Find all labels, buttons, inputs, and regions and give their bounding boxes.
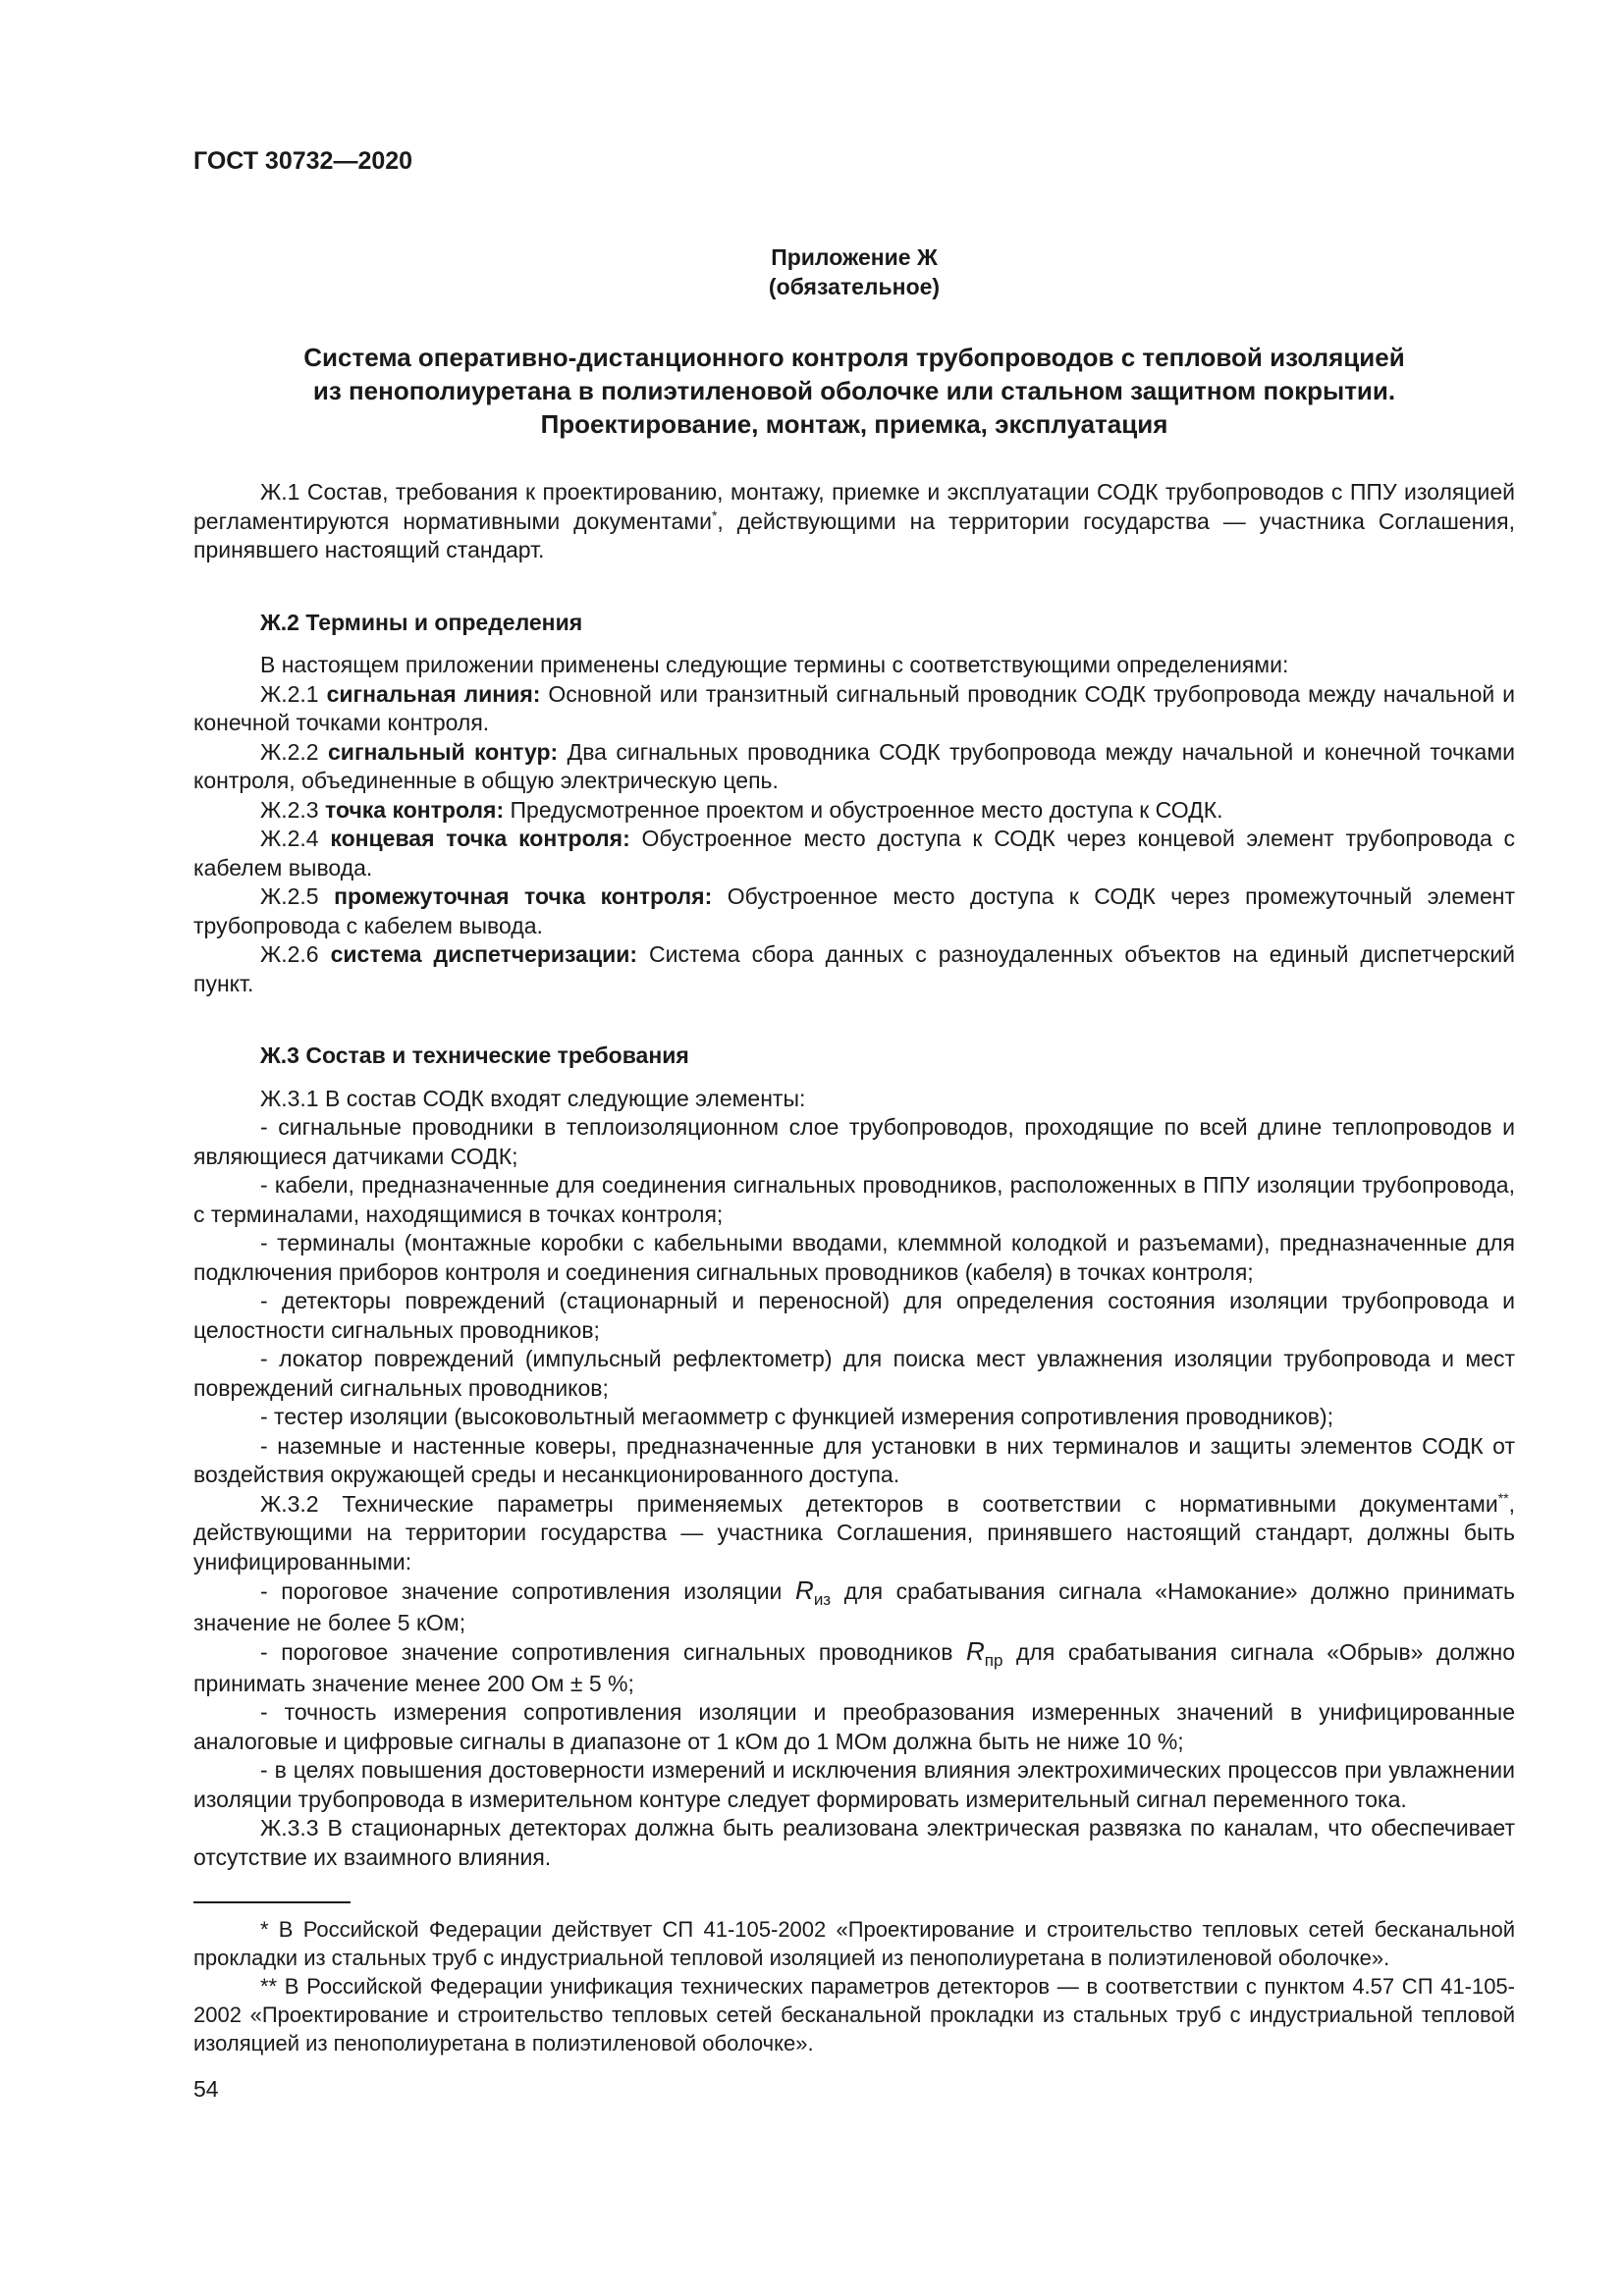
annex-title-line: из пенополиуретана в полиэтиленовой оболочке или стальном защитном покрытии.: [312, 376, 1396, 405]
footnote: ** В Российской Федерации унификация технических параметров детекторов — в соответствии с пунктом 4.57 СП 41-105-2002 «Проектирование и строительство тепловых сетей бесканальной прокладки из стальных труб с индустриальной тепловой изоляцией из пенополиуретана в полиэтиленовой оболочке».: [193, 1974, 1515, 2056]
composition-item: - кабели, предназначенные для соединения сигнальных проводников, расположенных в ППУ изоляции трубопровода, с терминалами, находящимися в точках контроля;: [193, 1172, 1515, 1227]
parameter-item: - точность измерения сопротивления изоляции и преобразования измеренных значений в унифицированные аналоговые и цифровые сигналы в диапазоне от 1 кОм до 1 МОм должна быть не ниже 10 %;: [193, 1699, 1515, 1754]
term-item: Ж.2.3 точка контроля: Предусмотренное проектом и обустроенное место доступа к СОДК.: [260, 796, 1223, 823]
footnote-ref: *: [711, 507, 718, 523]
composition-item: - локатор повреждений (импульсный рефлектометр) для поиска мест увлажнения изоляции трубопровода и мест повреждений сигнальных проводников;: [193, 1346, 1515, 1401]
document-page: [193, 147, 1515, 2105]
composition-item: - тестер изоляции (высоковольтный мегаомметр с функцией измерения сопротивления проводников);: [260, 1404, 1334, 1429]
term-item: Ж.2.1 сигнальная линия: Основной или транзитный сигнальный проводник СОДК трубопровода между начальной и конечной точками контроля.: [193, 680, 1516, 735]
document-id: ГОСТ 30732—2020: [193, 147, 413, 175]
terms-section: [193, 609, 1515, 999]
page-number: 54: [193, 2076, 219, 2102]
composition-item: - терминалы (монтажные коробки с кабельными вводами, клеммной колодкой и разъемами), предназначенные для подключения приборов контроля и соединения сигнальных проводников (кабеля) в точках контроля;: [193, 1230, 1515, 1285]
footnote-ref: **: [1497, 1489, 1509, 1506]
footnote-divider: [193, 1901, 351, 1903]
section-heading: Ж.2 Термины и определения: [260, 609, 583, 635]
annex-label: Приложение Ж: [771, 244, 938, 270]
terms-lead: В настоящем приложении применены следующие термины с соответствующими определениями:: [260, 652, 1289, 677]
parameter-item: - в целях повышения достоверности измерений и исключения влияния электрохимических процессов при увлажнении изоляции трубопровода в измерительном контуре следует формировать измерительный сигнал переменного тока.: [193, 1757, 1515, 1812]
annex-header: [193, 242, 1515, 301]
annex-title: [193, 341, 1515, 441]
composition-item: - наземные и настенные коверы, предназначенные для установки в них терминалов и защиты элементов СОДК от воздействия окружающей среды и несанкционированного доступа.: [193, 1432, 1515, 1487]
annex-title-line: Проектирование, монтаж, приемка, эксплуатация: [540, 409, 1168, 439]
term-item: Ж.2.2 сигнальный контур: Два сигнальных проводника СОДК трубопровода между начальной и конечной точками контроля, объединенные в общую электрическую цепь.: [193, 738, 1516, 793]
parameter-item: - пороговое значение сопротивления сигнальных проводников $R_{пр}$ для срабатывания сигнала «Обрыв» должно принимать значение менее 200 Ом ± 5 %;: [193, 1636, 1515, 1696]
composition-item: - детекторы повреждений (стационарный и переносной) для определения состояния изоляции трубопровода и целостности сигнальных проводников;: [193, 1288, 1515, 1343]
composition-item: - сигнальные проводники в теплоизоляционном слое трубопроводов, проходящие по всей длине теплопроводов и являющиеся датчиками СОДК;: [193, 1114, 1515, 1169]
term-item: Ж.2.4 концевая точка контроля: Обустроенное место доступа к СОДК через концевой элемент трубопровода с кабелем вывода.: [193, 826, 1516, 881]
composition-section: [193, 1041, 1515, 1872]
footnote: * В Российской Федерации действует СП 41-105-2002 «Проектирование и строительство тепловых сетей бесканальной прокладки из стальных труб с индустриальной тепловой изоляцией из пенополиуретана в полиэтиленовой оболочке».: [193, 1917, 1515, 1970]
term-item: Ж.2.5 промежуточная точка контроля: Обустроенное место доступа к СОДК через промежуточный элемент трубопровода с кабелем вывода.: [193, 883, 1516, 938]
parameter-item: - пороговое значение сопротивления изоляции $R_{из}$ для срабатывания сигнала «Намокание» должно принимать значение не более 5 кОм;: [193, 1575, 1515, 1635]
isolation-paragraph: Ж.3.3 В стационарных детекторах должна быть реализована электрическая развязка по каналам, что обеспечивает отсутствие их взаимного влияния.: [193, 1815, 1515, 1870]
document-body: [193, 478, 1515, 2105]
annex-status: (обязательное): [768, 274, 941, 299]
detector-parameters-paragraph: Ж.3.2 Технические параметры применяемых детекторов в соответствии с нормативными документами**, действующими на территории государства — участника Соглашения, принявшего настоящий стандарт, должны быть унифицированными:: [193, 1489, 1515, 1575]
intro-paragraph: Ж.1 Состав, требования к проектированию, монтажу, приемке и эксплуатации СОДК трубопроводов с ППУ изоляцией регламентируются нормативными документами*, действующими на территории государства — участника Соглашения, принявшего настоящий стандарт.: [193, 479, 1515, 562]
annex-title-line: Система оперативно-дистанционного контроля трубопроводов с тепловой изоляцией: [303, 343, 1405, 372]
composition-lead: Ж.3.1 В состав СОДК входят следующие элементы:: [260, 1085, 806, 1111]
footnotes: [193, 1915, 1515, 2057]
section-heading: Ж.3 Состав и технические требования: [260, 1042, 689, 1068]
term-item: Ж.2.6 система диспетчеризации: Система сбора данных с разноудаленных объектов на единый диспетчерский пункт.: [193, 941, 1516, 996]
